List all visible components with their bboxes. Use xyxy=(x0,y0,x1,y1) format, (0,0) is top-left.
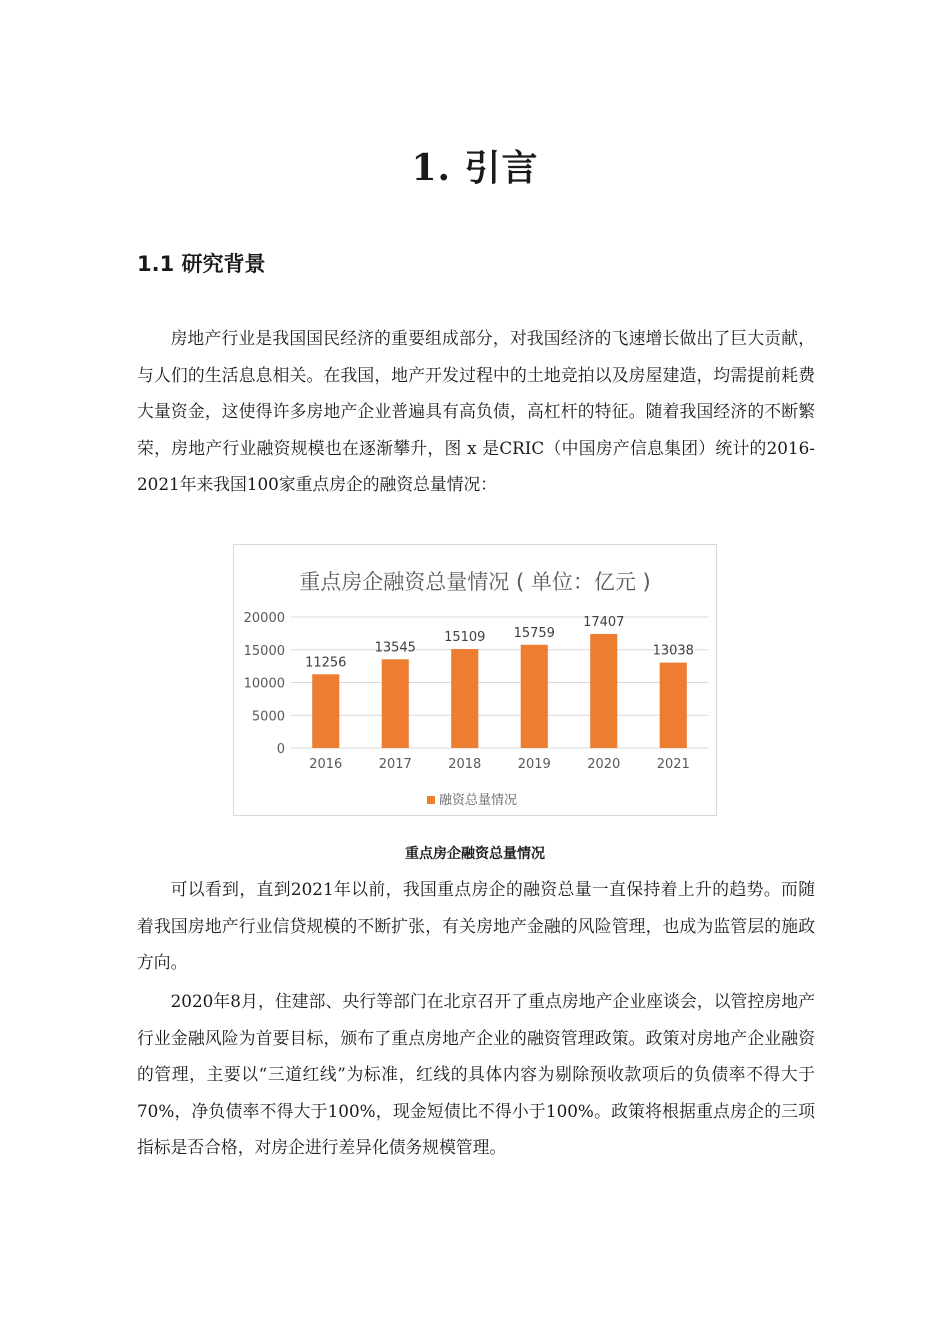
y-tick-label: 5000 xyxy=(251,709,285,725)
data-label: 15109 xyxy=(444,630,486,646)
bar xyxy=(660,663,687,748)
legend-swatch xyxy=(427,796,435,804)
bar xyxy=(382,659,409,748)
x-tick-label: 2016 xyxy=(309,757,343,772)
figure-caption: 重点房企融资总量情况 xyxy=(405,846,545,862)
x-tick-label: 2018 xyxy=(448,757,482,772)
paragraph-intro: 房地产行业是我国国民经济的重要组成部分，对我国经济的飞速增长做出了巨大贡献，与人们的生活息息相关。在我国，地产开发过程中的土地竞拍以及房屋建造，均需提前耗费大量资金，这使得许多房地产企业普遍具有高负债，高杠杆的特征。随着我国经济的不断繁荣，房地产行业融资规模也在逐渐攀升，图 x 是CRIC（中国房产信息集团）统计的2016-2021年来我国100家重点房企的融资总量情况： xyxy=(137,328,815,494)
page-title: 1. 引言 xyxy=(411,147,539,189)
x-tick-label: 2019 xyxy=(517,757,551,772)
paragraph-trend: 可以看到，直到2021年以前，我国重点房企的融资总量一直保持着上升的趋势。而随着我国房地产行业信贷规模的不断扩张，有关房地产金融的风险管理，也成为监管层的施政方向。 xyxy=(137,879,815,972)
data-label: 15759 xyxy=(513,625,555,641)
legend-label: 融资总量情况 xyxy=(439,793,518,808)
x-tick-label: 2017 xyxy=(378,757,412,772)
bar xyxy=(312,674,339,748)
bar xyxy=(521,645,548,748)
paragraph-policy: 2020年8月，住建部、央行等部门在北京召开了重点房地产企业座谈会，以管控房地产行业金融风险为首要目标，颁布了重点房地产企业的融资管理政策。政策对房地产企业融资的管理，主要以“三道红线”为标准，红线的具体内容为剔除预收款项后的负债率不得大于70%，净负债率不得大于100%，现金短债比不得小于100%。政策将根据重点房企的三项指标是否合格，对房企进行差异化债务规模管理。 xyxy=(137,991,815,1157)
x-tick-label: 2020 xyxy=(587,757,621,772)
bar xyxy=(590,634,617,748)
y-tick-label: 15000 xyxy=(243,643,285,659)
x-tick-label: 2021 xyxy=(656,757,690,772)
chart-svg xyxy=(234,545,716,815)
data-label: 13038 xyxy=(652,643,694,659)
y-tick-label: 10000 xyxy=(243,676,285,692)
chart-title: 重点房企融资总量情况 ( 单位：亿元 ) xyxy=(299,570,651,594)
data-label: 17407 xyxy=(583,614,625,630)
y-tick-label: 0 xyxy=(276,742,285,757)
bar xyxy=(451,649,478,748)
data-label: 11256 xyxy=(305,655,347,671)
financing-chart xyxy=(233,544,717,816)
data-label: 13545 xyxy=(374,640,416,656)
section-heading: 1.1 研究背景 xyxy=(137,252,266,276)
y-tick-label: 20000 xyxy=(243,611,285,626)
